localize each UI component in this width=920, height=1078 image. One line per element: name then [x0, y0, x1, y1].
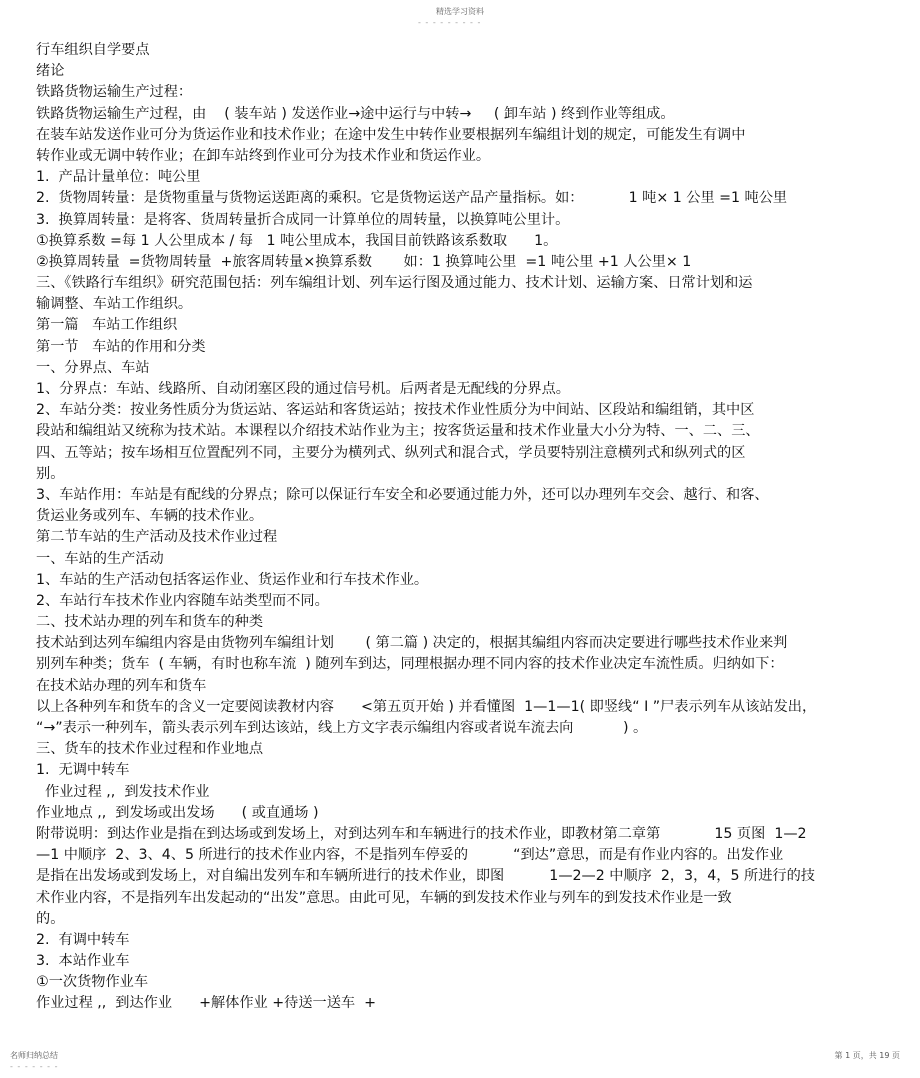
text-line: 二、技术站办理的列车和货车的种类: [36, 614, 264, 631]
text-line: 绪论: [36, 63, 65, 80]
text-line: 1、车站的生产活动包括客运作业、货运作业和行车技术作业。: [36, 571, 429, 588]
text-line: 作业过程 ,, 到达作业 +解体作业 +待送一送车 +: [36, 995, 376, 1012]
text-line: 是指在出发场或到发场上，对自编出发列车和车辆所进行的技术作业，即图 1—2—2 中顺序 2，3，4，5 所进行的技: [36, 868, 815, 885]
text-line: 3. 本站作业车: [36, 953, 130, 970]
text-line: —1 中顺序 2、3、4、5 所进行的技术作业内容，不是指列车停妥的 “到达”意思，而是有作业内容的。出发作业: [36, 847, 784, 864]
text-line: “→”表示一种列车，箭头表示列车到达该站，线上方文字表示编组内容或者说车流去向 ) 。: [36, 720, 648, 736]
text-line: 第一节 车站的作用和分类: [36, 338, 206, 355]
text-line: 2、车站分类：按业务性质分为货运站、客运站和客货运站；按技术作业性质分为中间站、区段站和编组销，其中区: [36, 402, 755, 419]
text-line: 作业地点 ,, 到发场或出发场 ( 或直通场 ): [36, 804, 319, 821]
footer-left-dashes: - - - - - - -: [10, 1062, 59, 1071]
text-line: 转作业或无调中转作业；在卸车站终到作业可分为技术作业和货运作业。: [36, 147, 491, 164]
text-line: ①一次货物作业车: [36, 974, 149, 991]
text-line: 四、五等站；按车场相互位置配列不同，主要分为横列式、纵列式和混合式，学员要特别注意横列式和纵列式的区: [36, 444, 746, 461]
text-line: 3、车站作用：车站是有配线的分界点；除可以保证行车安全和必要通过能力外，还可以办理列车交会、越行、和客、: [36, 486, 769, 503]
text-line: ①换算系数 =每 1 人公里成本 / 每 1 吨公里成本，我国目前铁路该系数取 1。: [36, 232, 558, 249]
text-line: 铁路货物运输生产过程：: [36, 84, 193, 101]
text-line: 2. 货物周转量：是货物重量与货物运送距离的乘积。它是货物运送产品产量指标。如： 1 吨× 1 公里 =1 吨公里: [36, 190, 788, 207]
document-body: [36, 40, 896, 1015]
text-line: 3. 换算周转量：是将客、货周转量折合成同一计算单位的周转量，以换算吨公里计。: [36, 211, 570, 228]
text-line: 段站和编组站又统称为技术站。本课程以介绍技术站作业为主；按客货运量和技术作业量大小分为特、一、二、三、: [36, 423, 760, 440]
text-line: 1. 无调中转车: [36, 762, 130, 779]
text-line: 1、分界点：车站、线路所、自动闭塞区段的通过信号机。后两者是无配线的分界点。: [36, 381, 570, 397]
text-line: 一、分界点、车站: [36, 359, 150, 376]
page-header-dashes: - - - - - - - - -: [418, 18, 482, 27]
text-line: 一、车站的生产活动: [36, 550, 164, 567]
text-line: 三、《铁路行车组织》研究范围包括：列车编组计划、列车运行图及通过能力、技术计划、运输方案、日常计划和运: [36, 275, 753, 292]
text-line: 以上各种列车和货车的含义一定要阅读教材内容 <第五页开始 ) 并看懂图 1—1—1( 即竖线“ I ”尸表示列车从该站发出，: [36, 698, 817, 715]
text-line: 在装车站发送作业可分为货运作业和技术作业；在途中发生中转作业要根据列车编组计划的规定，可能发生有调中: [36, 126, 746, 143]
text-line: 别列车种类；货车 ( 车辆，有时也称车流 ) 随列车到达，同理根据办理不同内容的技术作业决定车流性质。归纳如下：: [36, 656, 784, 673]
text-line: 行车组织自学要点: [36, 42, 150, 58]
page-header-label: 精选学习资料: [436, 7, 484, 16]
text-line: 第二节车站的生产活动及技术作业过程: [36, 529, 278, 546]
footer-left-label: 名师归纳总结: [10, 1051, 58, 1060]
text-line: 2. 有调中转车: [36, 931, 130, 948]
text-line: 2、车站行车技术作业内容随车站类型而不同。: [36, 592, 329, 609]
text-line: 1. 产品计量单位：吨公里: [36, 169, 201, 186]
text-line: 货运业务或列车、车辆的技术作业。: [36, 508, 264, 525]
text-line: 的。: [36, 910, 65, 927]
text-line: 第一篇 车站工作组织: [36, 317, 178, 334]
text-line: 术作业内容，不是指列车出发起动的“出发”意思。由此可见，车辆的到发技术作业与列车的到发技术作业是一致: [36, 889, 732, 906]
text-line: ②换算周转量 =货物周转量 +旅客周转量×换算系数 如：1 换算吨公里 =1 吨公里 +1 人公里× 1: [36, 253, 692, 270]
text-line: 别。: [36, 465, 65, 482]
text-line: 三、货车的技术作业过程和作业地点: [36, 741, 264, 758]
page-number: 第 1 页，共 19 页: [834, 1051, 900, 1060]
text-line: 铁路货物运输生产过程，由 ( 装车站 ) 发送作业→途中运行与中转→ ( 卸车站 ) 终到作业等组成。: [36, 105, 675, 122]
text-line: 技术站到达列车编组内容是由货物列车编组计划 ( 第二篇 ) 决定的，根据其编组内容而决定要进行哪些技术作业来判: [36, 635, 788, 652]
text-line: 附带说明：到达作业是指在到达场或到发场上，对到达列车和车辆进行的技术作业，即教材第二章第 15 页图 1—2: [36, 825, 807, 842]
text-line: 输调整、车站工作组织。: [36, 296, 193, 313]
text-line: 作业过程 ,, 到发技术作业: [36, 783, 210, 800]
text-line: 在技术站办理的列车和货车: [36, 677, 207, 694]
